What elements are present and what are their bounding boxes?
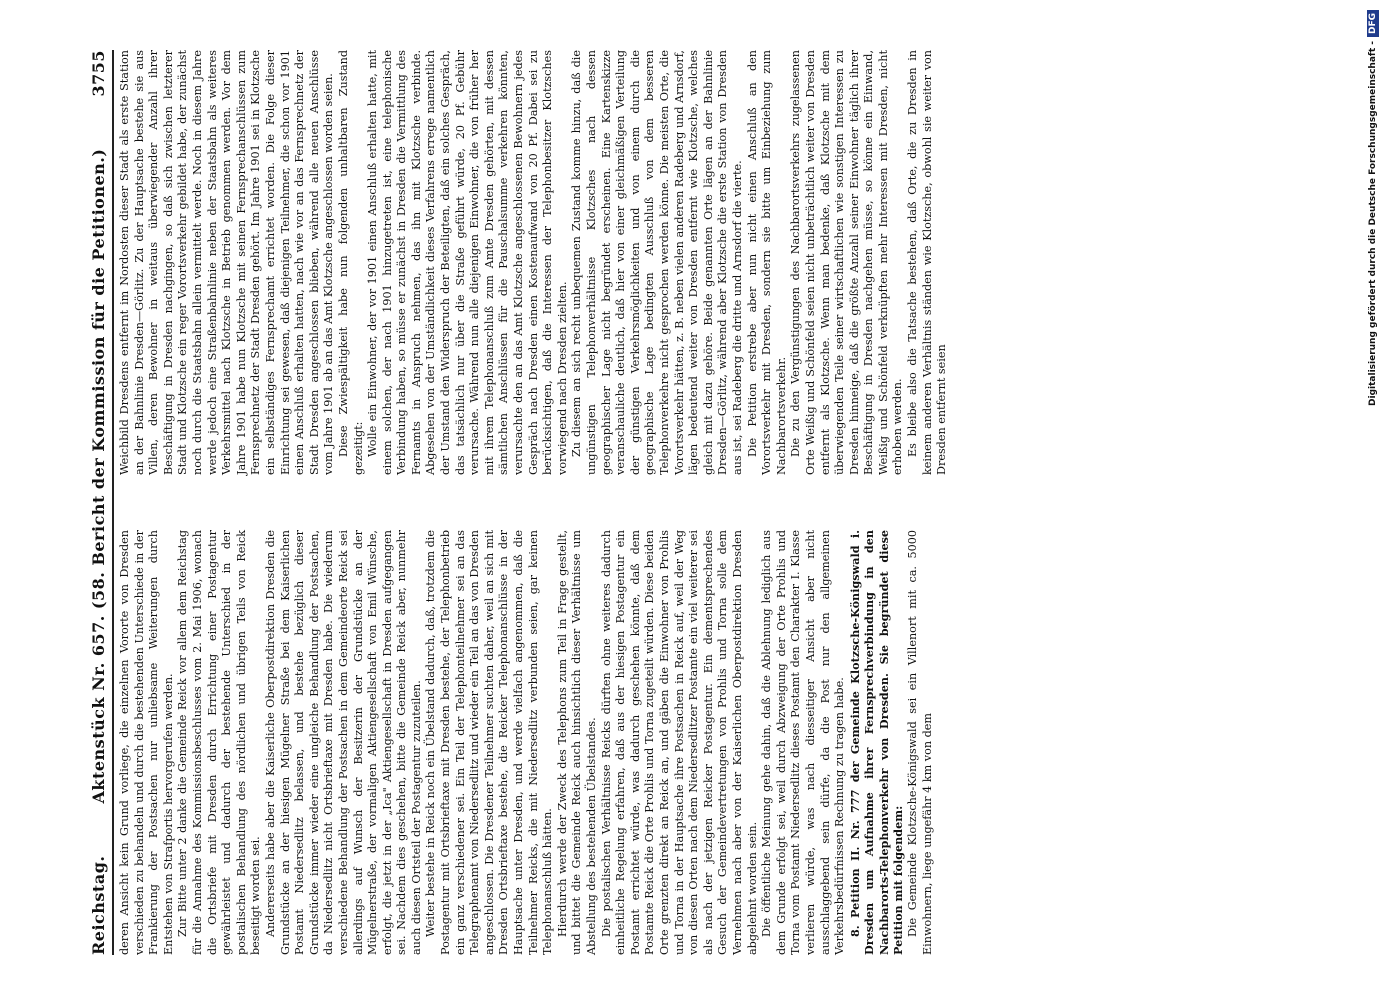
right-column (118, 50, 950, 475)
paragraph: Die öffentliche Meinung gehe dahin, daß die Ablehnung lediglich aus dem Grunde erfolgt sei, weil durch Abzweigung der Orte Prohlis und Torna vom Postamt Niedersedlitz dieses Postamt den Charakter I. Klasse verlieren würde, was nach diesseitiger Ansicht aber nicht ausschlaggebend sein dürfe, da die Post nur den allgemeinen Verkehrsbedürfnissen Rechnung zu tragen habe. (760, 530, 847, 955)
paragraph: Weichbild Dresdens entfernt im Nordosten dieser Stadt als erste Station an der Bahnlinie Dresden—Görlitz. Zu der Hauptsache bestehe sie aus Villen, deren Bewohner in weitaus überwiegender Anzahl ihrer Beschäftigung in Dresden nachgingen, so daß sich zwischen letzterer Stadt und Klotzsche ein reger Vorortsverkehr gebildet habe, der zunächst noch durch die Staatsbahn allein vermittelt werde. Noch in diesem Jahre werde jedoch eine Straßenbahnlinie neben der Staatsbahn als weiteres Verkehrsmittel nach Klotzsche in Betrieb genommen werden. Vor dem Jahre 1901 habe nun Klotzsche mit seinen Fernsprechanschlüssen zum Fernsprechnetz der Stadt Dresden gehört. Im Jahre 1901 sei in Klotzsche ein selbständiges Fernsprechamt errichtet worden. Die Folge dieser Einrichtung sei gewesen, daß diejenigen Teilnehmer, die schon vor 1901 einen Anschluß erhalten hatten, nach wie vor an das Fernsprechnetz der Stadt Dresden angeschlossen blieben, während alle neuen Anschlüsse vom Jahre 1901 ab an das Amt Klotzsche angeschlossen worden seien. (118, 50, 336, 475)
page-number: 3755 (89, 50, 108, 97)
header-left: Reichstag. (89, 855, 108, 955)
header-rule (112, 50, 114, 955)
paragraph: Andererseits habe aber die Kaiserliche Oberpostdirektion Dresden die Grundstücke an der hiesigen Mügelner Straße bei dem Kaiserlichen Postamt Niedersedlitz belassen, und bestehe bezüglich dieser Grundstücke immer wieder eine ungleiche Behandlung der Postsachen, da Niedersedlitz nicht Ortsbrieftaxe mit Dresden habe. Die wiederum verschiedene Behandlung der Postsachen in dem Gemeindeorte Reick sei allerdings auf Wunsch der Besitzerin der Grundstücke an der Mügelnerstraße, der vormaligen Aktiengesellschaft von Emil Wünsche, erfolgt, die jetzt in der „Ica" Aktiengesellschaft in Dresden aufgegangen sei. Nachdem dies geschehen, bitte die Gemeinde Reick aber, nunmehr auch diesen Ortsteil der Postagentur zuzuteilen. (263, 530, 423, 955)
paragraph: Zu diesem an sich recht unbequemen Zustand komme hinzu, daß die ungünstigen Telephonverhältnisse Klotzsches nach dessen geographischer Lage nicht begründet erscheinen. Eine Kartenskizze veranschauliche deutlich, daß hier von einer gleichmäßigen Verteilung der günstigen Verkehrsmöglichkeiten und von einem durch die geographische Lage bedingten Ausschluß von dem besseren Telephonverkehre nicht gesprochen werden könne. Die meisten Orte, die Vorortsverkehr hätten, z. B. neben vielen anderen Radeberg und Arnsdorf, lägen bedeutend weiter von Dresden entfernt wie Klotzsche, welches gleich mit dazu gehöre. Beide genannten Orte lägen an der Bahnlinie Dresden—Görlitz, während aber Klotzsche die erste Station von Dresden aus ist, sei Radeberg die dritte und Arnsdorf die vierte. (570, 50, 744, 475)
side-note-strip (1362, 0, 1383, 1000)
paragraph: Wolle ein Einwohner, der vor 1901 einen Anschluß erhalten hatte, mit einem solchen, der nach 1901 hinzugetreten ist, eine telephonische Verbindung haben, so müsse er zunächst in Dresden die Vermittlung des Fernamts in Anspruch nehmen, das ihn mit Klotzsche verbinde. Abgesehen von der Umständlichkeit dieses Verfahrens errege namentlich der Umstand den Widerspruch der Beteiligten, daß ein solches Gespräch, das tatsächlich nur über die Straße geführt würde, 20 Pf. Gebühr verursache. Während nun alle diejenigen Einwohner, die von früher her mit ihrem Telephonanschluß zum Amte Dresden gehörten, mit dessen sämtlichen Anschlüssen für die Pauschalsumme verkehren könnten, verursachte den an das Amt Klotzsche angeschlossenen Bewohnern jedes Gespräch nach Dresden einen Kostenaufwand von 20 Pf. Dabei sei zu berücksichtigen, daß die Interessen der Telephonbesitzer Klotzsches vorwiegend nach Dresden zielten. (366, 50, 569, 475)
petition-heading: 8. Petition II. Nr. 777 der Gemeinde Klotzsche-Königswald i. Dresden um Aufnahme ihrer Fernsprechverbindung in den Nachbarorts-Telephonverkehr von Dresden. Sie begründet diese Petition mit folgendem: (847, 530, 906, 955)
paragraph: Hierdurch werde der Zweck des Telephons zum Teil in Frage gestellt, und bittet die Gemeinde Reick auch hinsichtlich dieser Verhältnisse um Abstellung des bestehenden Übelstandes. (555, 530, 598, 955)
paragraph: Diese Zwiespältigkeit habe nun folgenden unhaltbaren Zustand gezeitigt: (336, 50, 365, 475)
paragraph: deren Ansicht kein Grund vorliege, die einzelnen Vororte von Dresden verschieden zu behandeln und durch die bestehenden Unterschiede in der Frankierung der Postsachen nur unliebsame Weiterungen durch Entstehen von Strafportis hervorgerufen werden. (118, 530, 175, 955)
paragraph: Weiter bestehe in Reick noch ein Übelstand dadurch, daß, trotzdem die Postagentur mit Ortsbrieftaxe mit Dresden bestehe, der Telephonbetrieb ein ganz verschiedener sei. Ein Teil der Telephonteilnehmer sei an das Telegraphenamt von Niedersedlitz und wieder ein Teil an das von Dresden angeschlossen. Die Dresdener Teilnehmer suchten daher, weil an sich mit Dresden Ortsbrieftaxe bestehe, die Reicker Telephonanschlüsse in der Hauptsache unter Dresden, und werde vielfach angenommen, daß die Teilnehmer Reicks, die mit Niedersedlitz verbunden seien, gar keinen Telephonanschluß hätten. (424, 530, 555, 955)
side-note-text: Digitalisierung gefördert durch die Deutsche Forschungsgemeinschaft - (1367, 41, 1378, 406)
paragraph: Es bleibe also die Tatsache bestehen, daß Orte, die zu Dresden in keinem anderen Verhältnis ständen wie Klotzsche, obwohl sie weiter von Dresden entfernt seien (906, 50, 949, 475)
left-column (118, 530, 935, 955)
dfg-logo: DFG (1367, 10, 1379, 37)
paragraph: Die Petition erstrebe aber nun nicht einen Anschluß an den Vorortsverkehr mit Dresden, sondern sie bitte um Einbeziehung zum Nachbarortsverkehr. (745, 50, 788, 475)
paragraph: Die postalischen Verhältnisse Reicks dürften ohne weiteres dadurch einheitliche Regelung erfahren, daß aus der hiesigen Postagentur ein Postamt errichtet würde, was dadurch geschehen könnte, daß dem Postamte Reick die Orte Prohlis und Torna zugeteilt würden. Diese beiden Orte grenzten direkt an Reick an, und gäben die Einwohner von Prohlis und Torna in der Hauptsache ihre Postsachen in Reick auf, weil der Weg von diesen Orten nach dem Niedersedlitzer Postamte ein viel weiterer sei als nach der jetzigen Reicker Postagentur. Ein dementsprechendes Gesuch der Gemeindevertretungen von Prohlis und Torna solle dem Vernehmen nach aber von der Kaiserlichen Oberpostdirektion Dresden abgelehnt worden sein. (599, 530, 759, 955)
paragraph: Die Gemeinde Klotzsche-Königswald sei ein Villenort mit ca. 5000 Einwohnern, liege ungefähr 4 km von dem (906, 530, 934, 955)
paragraph: Die zu den Vergünstigungen des Nachbarortsverkehrs zugelassenen Orte Weißig und Schönfeld seien nicht unbeträchtlich weiter von Dresden entfernt als Klotzsche. Wenn man bedenke, daß Klotzsche mit dem überwiegenden Teile seiner wirtschaftlichen wie sonstigen Interessen zu Dresden hinneige, daß die größte Anzahl seiner Einwohner täglich ihrer Beschäftigung in Dresden nachgehen müsse, so könne ein Einwand, Weißig und Schönfeld verknüpften mehr Interessen mit Dresden, nicht erhoben werden. (789, 50, 905, 475)
header-title: Aktenstück Nr. 657. (58. Bericht der Kommission für die Petitionen.) (89, 148, 108, 804)
running-header (78, 50, 108, 955)
paragraph: Zur Bitte unter 2 danke die Gemeinde Reick vor allem dem Reichstag für die Annahme des Kommissionsbeschlusses vom 2. Mai 1906, wonach die Ortsbriefe mit Dresden durch Errichtung einer Postagentur gewährleistet und dadurch der bestehende Unterschied in der postalischen Behandlung des nördlichen und übrigen Teils von Reick beseitigt worden sei. (176, 530, 263, 955)
